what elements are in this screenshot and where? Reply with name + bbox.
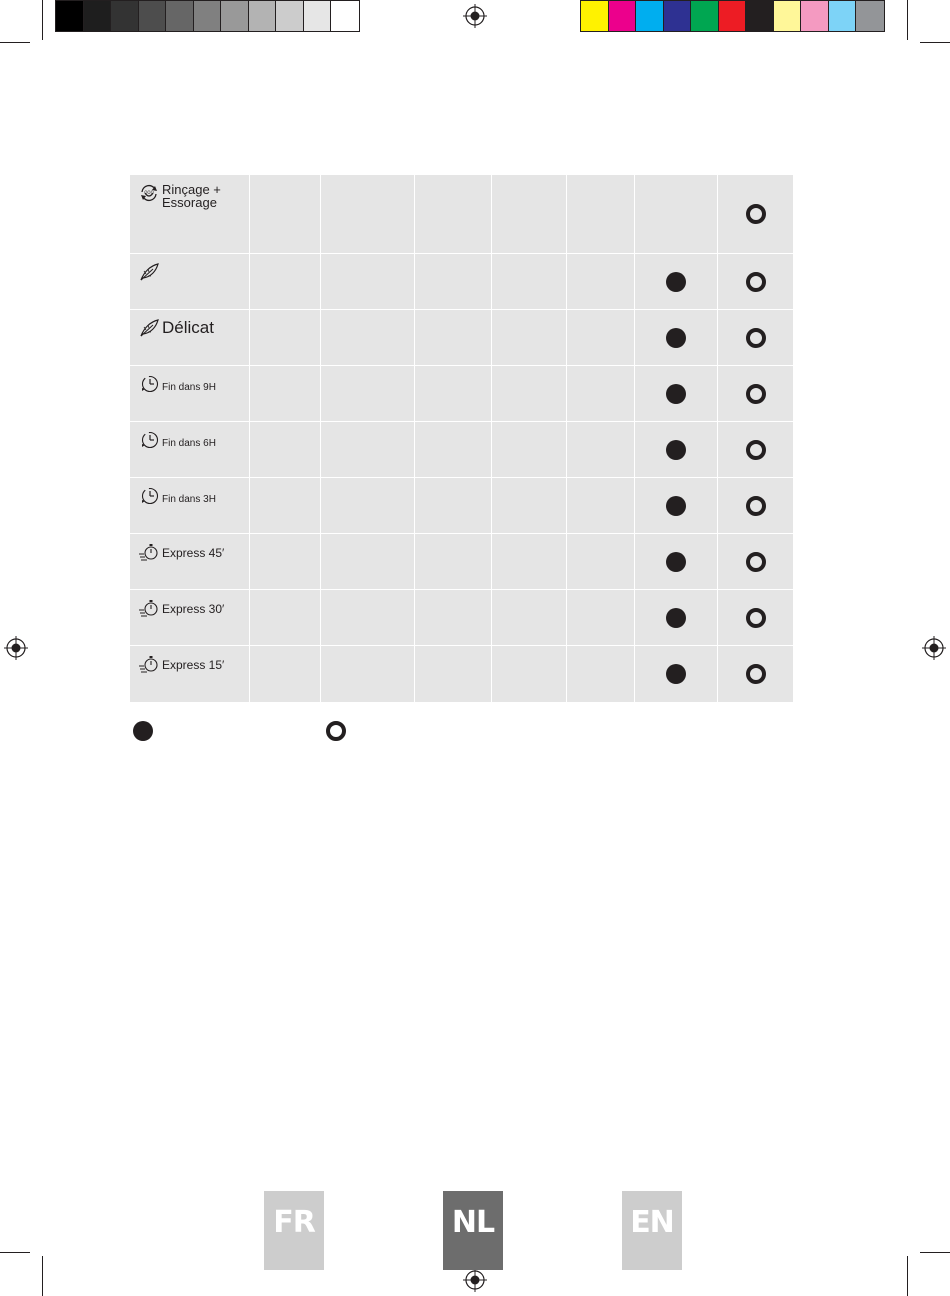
option-cell bbox=[250, 646, 321, 702]
option-cell bbox=[321, 646, 415, 702]
option-cell bbox=[567, 590, 635, 645]
program-cell bbox=[130, 310, 250, 365]
table-row bbox=[130, 534, 793, 590]
option-cell bbox=[567, 534, 635, 589]
color-swatch bbox=[774, 1, 802, 31]
option-cell bbox=[321, 254, 415, 309]
option-cell bbox=[250, 534, 321, 589]
option-cell bbox=[250, 422, 321, 477]
option-cell bbox=[718, 478, 793, 533]
option-cell bbox=[492, 175, 567, 253]
crop-mark bbox=[920, 1252, 950, 1253]
option-cell bbox=[492, 422, 567, 477]
program-label: Rinçage + Essorage bbox=[162, 182, 221, 210]
ring-icon bbox=[746, 664, 766, 684]
program-cell bbox=[130, 478, 250, 533]
option-cell bbox=[415, 534, 492, 589]
option-cell bbox=[718, 310, 793, 365]
registration-mark-icon bbox=[922, 636, 946, 660]
option-cell bbox=[635, 478, 718, 533]
option-cell bbox=[718, 646, 793, 702]
option-cell bbox=[415, 478, 492, 533]
ring-icon bbox=[746, 384, 766, 404]
option-cell bbox=[635, 310, 718, 365]
option-cell bbox=[492, 646, 567, 702]
option-cell bbox=[567, 310, 635, 365]
crop-mark bbox=[42, 1256, 43, 1296]
color-swatch bbox=[221, 1, 249, 31]
option-cell bbox=[492, 310, 567, 365]
program-label: Délicat bbox=[162, 318, 214, 337]
option-cell bbox=[321, 590, 415, 645]
table-row bbox=[130, 478, 793, 534]
program-cell bbox=[130, 646, 250, 702]
filled-circle-icon bbox=[666, 496, 686, 516]
color-swatch bbox=[276, 1, 304, 31]
filled-circle-icon bbox=[666, 272, 686, 292]
color-swatch bbox=[664, 1, 692, 31]
crop-mark bbox=[907, 1256, 908, 1296]
option-cell bbox=[567, 175, 635, 253]
color-swatch bbox=[719, 1, 747, 31]
table-row bbox=[130, 366, 793, 422]
option-cell bbox=[250, 254, 321, 309]
option-cell bbox=[718, 422, 793, 477]
stopwatch-icon bbox=[138, 542, 160, 562]
program-label: Fin dans 6H bbox=[162, 438, 216, 449]
option-cell bbox=[321, 478, 415, 533]
program-cell bbox=[130, 175, 250, 253]
language-tab-fr[interactable] bbox=[264, 1191, 324, 1270]
option-cell bbox=[635, 254, 718, 309]
program-cell bbox=[130, 366, 250, 421]
filled-circle-icon bbox=[666, 664, 686, 684]
option-cell bbox=[415, 422, 492, 477]
clock-icon bbox=[138, 486, 160, 506]
option-cell bbox=[415, 254, 492, 309]
program-label: Express 45′ bbox=[162, 546, 225, 560]
program-options-table bbox=[130, 175, 793, 702]
option-cell bbox=[635, 366, 718, 421]
registration-mark-icon bbox=[4, 636, 28, 660]
ring-icon bbox=[746, 328, 766, 348]
option-cell bbox=[567, 366, 635, 421]
option-cell bbox=[250, 478, 321, 533]
option-cell bbox=[567, 478, 635, 533]
option-cell bbox=[415, 590, 492, 645]
ring-icon bbox=[746, 440, 766, 460]
table-row bbox=[130, 254, 793, 310]
filled-circle-icon bbox=[666, 552, 686, 572]
color-swatch bbox=[304, 1, 332, 31]
option-cell bbox=[250, 366, 321, 421]
language-tab-en[interactable] bbox=[622, 1191, 682, 1270]
color-swatch bbox=[856, 1, 884, 31]
program-label: Express 30′ bbox=[162, 602, 225, 616]
option-cell bbox=[718, 254, 793, 309]
option-cell bbox=[321, 422, 415, 477]
crop-mark bbox=[42, 0, 43, 40]
color-swatch bbox=[194, 1, 222, 31]
ring-icon bbox=[746, 496, 766, 516]
grayscale-bar bbox=[55, 0, 360, 32]
clock-icon bbox=[138, 374, 160, 394]
filled-circle-icon bbox=[666, 384, 686, 404]
color-swatch bbox=[139, 1, 167, 31]
option-cell bbox=[635, 534, 718, 589]
program-cell bbox=[130, 534, 250, 589]
feather-icon bbox=[138, 318, 160, 338]
option-cell bbox=[415, 366, 492, 421]
color-swatch bbox=[636, 1, 664, 31]
stopwatch-icon bbox=[138, 654, 160, 674]
program-label: Express 15′ bbox=[162, 658, 225, 672]
color-swatch bbox=[166, 1, 194, 31]
registration-mark-icon bbox=[463, 1268, 487, 1292]
language-code: FR bbox=[273, 1205, 315, 1240]
feather-icon bbox=[138, 262, 160, 282]
crop-mark bbox=[0, 1252, 30, 1253]
color-swatch bbox=[746, 1, 774, 31]
option-cell bbox=[321, 366, 415, 421]
filled-circle-icon bbox=[666, 608, 686, 628]
ring-icon bbox=[326, 721, 346, 741]
color-swatch bbox=[249, 1, 277, 31]
filled-circle-icon bbox=[666, 440, 686, 460]
option-cell bbox=[415, 310, 492, 365]
option-cell bbox=[321, 175, 415, 253]
crop-mark bbox=[0, 42, 30, 43]
option-cell bbox=[567, 254, 635, 309]
option-cell bbox=[567, 646, 635, 702]
ring-icon bbox=[746, 552, 766, 572]
program-label: Fin dans 9H bbox=[162, 382, 216, 393]
filled-circle-icon bbox=[133, 721, 153, 741]
stopwatch-icon bbox=[138, 598, 160, 618]
option-cell bbox=[492, 478, 567, 533]
option-cell bbox=[321, 310, 415, 365]
color-swatch bbox=[801, 1, 829, 31]
color-swatch bbox=[691, 1, 719, 31]
color-swatch bbox=[56, 1, 84, 31]
color-swatch bbox=[609, 1, 637, 31]
option-cell bbox=[492, 366, 567, 421]
color-swatch bbox=[331, 1, 359, 31]
language-code: EN bbox=[630, 1205, 674, 1240]
color-swatch bbox=[111, 1, 139, 31]
language-code: NL bbox=[451, 1205, 495, 1240]
option-cell bbox=[718, 590, 793, 645]
program-cell bbox=[130, 254, 250, 309]
option-cell bbox=[567, 422, 635, 477]
program-cell bbox=[130, 590, 250, 645]
option-cell bbox=[635, 590, 718, 645]
option-cell bbox=[492, 254, 567, 309]
clock-icon bbox=[138, 430, 160, 450]
option-cell bbox=[321, 534, 415, 589]
table-row bbox=[130, 310, 793, 366]
option-cell bbox=[250, 310, 321, 365]
option-cell bbox=[635, 422, 718, 477]
option-cell bbox=[250, 590, 321, 645]
option-cell bbox=[492, 534, 567, 589]
option-cell bbox=[718, 534, 793, 589]
ring-icon bbox=[746, 204, 766, 224]
registration-mark-icon bbox=[463, 4, 487, 28]
program-cell bbox=[130, 422, 250, 477]
table-row bbox=[130, 646, 793, 702]
color-swatch bbox=[581, 1, 609, 31]
crop-mark bbox=[920, 42, 950, 43]
ring-icon bbox=[746, 272, 766, 292]
program-label: Fin dans 3H bbox=[162, 494, 216, 505]
option-cell bbox=[415, 646, 492, 702]
color-swatch bbox=[84, 1, 112, 31]
option-cell bbox=[718, 366, 793, 421]
option-cell bbox=[718, 175, 793, 253]
option-cell bbox=[415, 175, 492, 253]
option-cell bbox=[635, 646, 718, 702]
crop-mark bbox=[907, 0, 908, 40]
option-cell bbox=[492, 590, 567, 645]
ring-icon bbox=[746, 608, 766, 628]
table-row bbox=[130, 422, 793, 478]
svg-text:OOO: OOO bbox=[144, 190, 154, 195]
language-tab-nl[interactable] bbox=[443, 1191, 503, 1270]
option-cell bbox=[250, 175, 321, 253]
table-row bbox=[130, 590, 793, 646]
color-bar bbox=[580, 0, 885, 32]
color-swatch bbox=[829, 1, 857, 31]
rinse-spin-icon bbox=[138, 183, 160, 203]
table-row bbox=[130, 175, 793, 254]
filled-circle-icon bbox=[666, 328, 686, 348]
option-cell bbox=[635, 175, 718, 253]
